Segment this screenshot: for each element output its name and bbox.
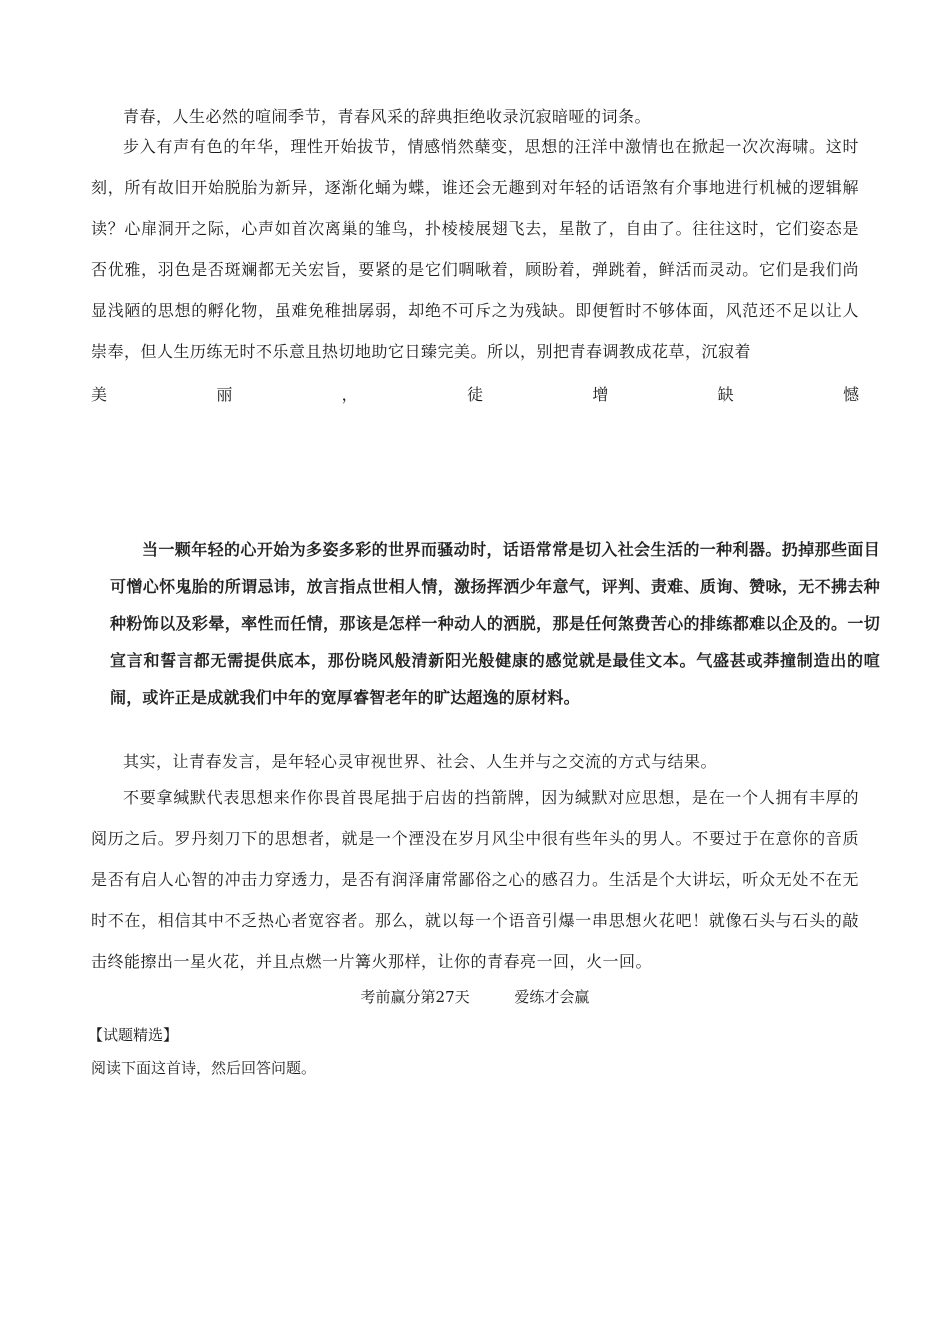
spread-char: 缺 [717, 385, 734, 404]
spread-char: 徒 [466, 385, 483, 404]
paragraph-advice: 不要拿缄默代表思想来作你畏首畏尾拙于启齿的挡箭牌，因为缄默对应思想，是在一个人拥有丰厚的阅历之后。罗丹刻刀下的思想者，就是一个湮没在岁月风尘中很有些年头的男人。不要过于在意你的音质是否有启人心智的冲击力穿透力，是否有润泽庸常鄙俗之心的感召力。生活是个大讲坛，听众无处不在无时不在，相信其中不乏热心者宽容者。那么，就以每一个语音引爆一串思想火花吧！就像石头与石头的敲击终能擦出一星火花，并且点燃一片篝火那样，让你的青春亮一回，火一回。 [91, 788, 859, 971]
paragraph-spread-line [91, 374, 859, 415]
day-banner [91, 977, 859, 1018]
slogan: 爱练才会赢 [514, 988, 590, 1006]
section-heading: 【试题精选】 [88, 1026, 179, 1044]
spread-char: 美 [91, 385, 108, 404]
question-instruction: 阅读下面这首诗，然后回答问题。 [91, 1059, 317, 1077]
paragraph-youth-voice: 步入有声有色的年华，理性开始拔节，情感悄然蘖变，思想的汪洋中激情也在掀起一次次海啸。这时刻，所有故旧开始脱胎为新异，逐渐化蛹为蝶，谁还会无趣到对年轻的话语煞有介事地进行机械的逻辑解读？心扉洞开之际，心声如首次离巢的雏鸟，扑棱棱展翅飞去，星散了，自由了。往往这时，它们姿态是否优雅，羽色是否斑斓都无关宏旨，要紧的是它们啁啾着，顾盼着，弹跳着，鲜活而灵动。它们是我们尚显浅陋的思想的孵化物，虽难免稚拙孱弱，却绝不可斥之为残缺。即便暂时不够体面，风范还不足以让人崇奉，但人生历练无时不乐意且热切地助它日臻完美。所以，别把青春调教成花草，沉寂着 [91, 137, 859, 361]
spread-char: ， [341, 385, 358, 404]
paragraph-conclusion: 其实，让青春发言，是年轻心灵审视世界、社会、人生并与之交流的方式与结果。 [123, 752, 718, 771]
paragraph-bold-excerpt: 当一颗年轻的心开始为多姿多彩的世界而骚动时，话语常常是切入社会生活的一种利器。扔掉那些面目可憎心怀鬼胎的所谓忌讳，放言指点世相人情，激扬挥洒少年意气，评判、责难、质询、赞咏，无不拂去种种粉饰以及彩晕，率性而任情，那该是怎样一种动人的洒脱，那是任何煞费苦心的排练都难以企及的。一切宣言和誓言都无需提供底本，那份晓风般清新阳光般健康的感觉就是最佳文本。气盛甚或莽撞制造出的喧闹，或许正是成就我们中年的宽厚睿智老年的旷达超逸的原材料。 [110, 540, 880, 707]
paragraph-intro: 青春，人生必然的喧闹季节，青春风采的辞典拒绝收录沉寂暗哑的词条。 [123, 107, 652, 126]
spread-char: 增 [592, 385, 609, 404]
spread-char: 丽 [216, 385, 233, 404]
spread-char: 憾 [842, 385, 859, 404]
day-label: 考前赢分第27天 [360, 988, 470, 1006]
